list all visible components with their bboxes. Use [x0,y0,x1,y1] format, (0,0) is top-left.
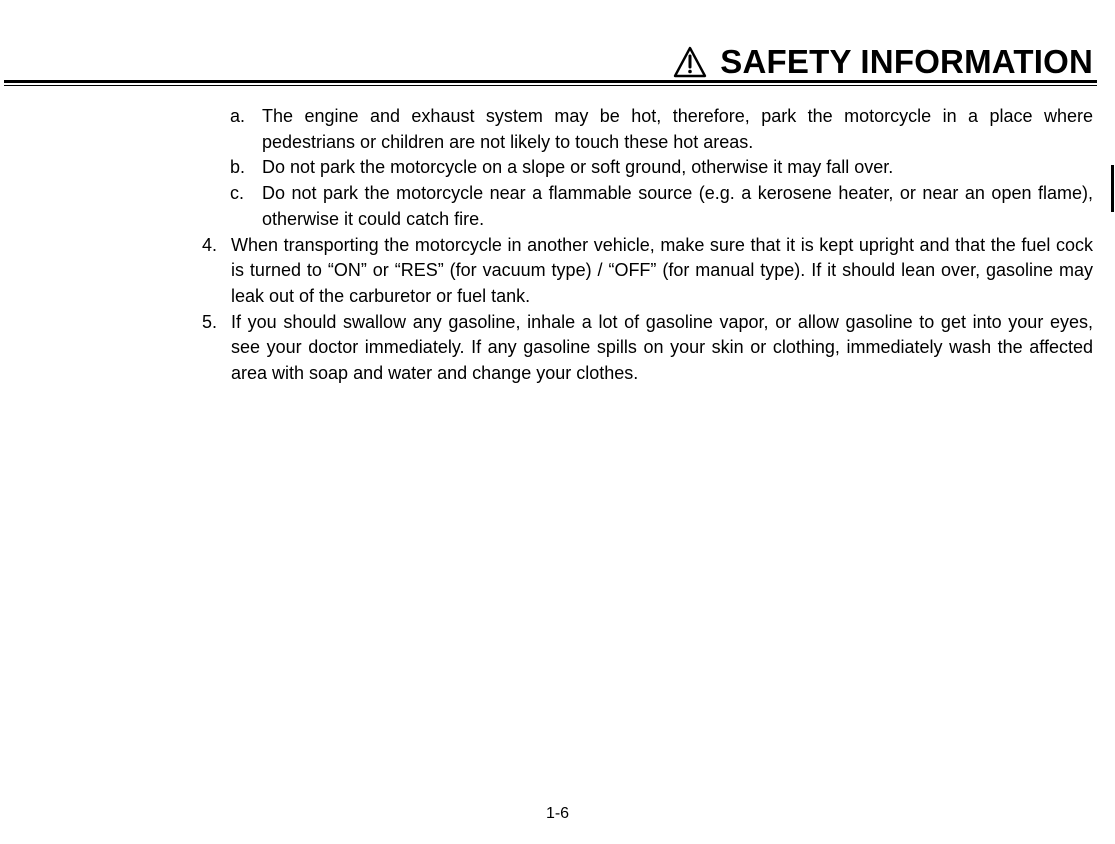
list-item-text: Do not park the motorcycle near a flammable source (e.g. a kerosene heater, or near an open flame), otherwise it could catch fire. [262,183,1093,229]
list-marker: a. [230,106,246,126]
list-item-b [230,155,1093,181]
list-marker: 4. [202,234,218,255]
list-marker: 5. [202,311,218,332]
list-item-text: Do not park the motorcycle on a slope or soft ground, otherwise it may fall over. [262,157,894,178]
header-rule-thick [4,80,1097,83]
list-item-5 [202,310,1093,387]
list-item-4 [202,233,1093,310]
warning-triangle-icon [672,45,708,79]
list-item-c [230,181,1093,232]
body-text [0,104,1115,387]
page-header [672,42,1093,82]
list-marker: c. [230,183,245,204]
page-number: 1-6 [545,805,570,822]
list-marker: b. [230,157,246,178]
header-rule-thin [4,85,1097,86]
list-item-a [230,104,1093,155]
list-item-text: When transporting the motorcycle in another vehicle, make sure that it is kept upright and that the fuel cock is turned to “ON” or “RES” (for vacuum type) / “OFF” (for manual type). If it should lean over, gasoline may leak out of the carburetor or fuel tank. [231,234,1093,306]
section-title: SAFETY INFORMATION [720,43,1093,80]
list-item-text: The engine and exhaust system may be hot, therefore, park the motorcycle in a place where pedestrians or children are not likely to touch these hot areas. [262,106,1093,152]
list-item-text: If you should swallow any gasoline, inhale a lot of gasoline vapor, or allow gasoline to get into your eyes, see your doctor immediately. If any gasoline spills on your skin or clothing, immediately wash the affected area with soap and water and change your clothes. [231,311,1093,384]
